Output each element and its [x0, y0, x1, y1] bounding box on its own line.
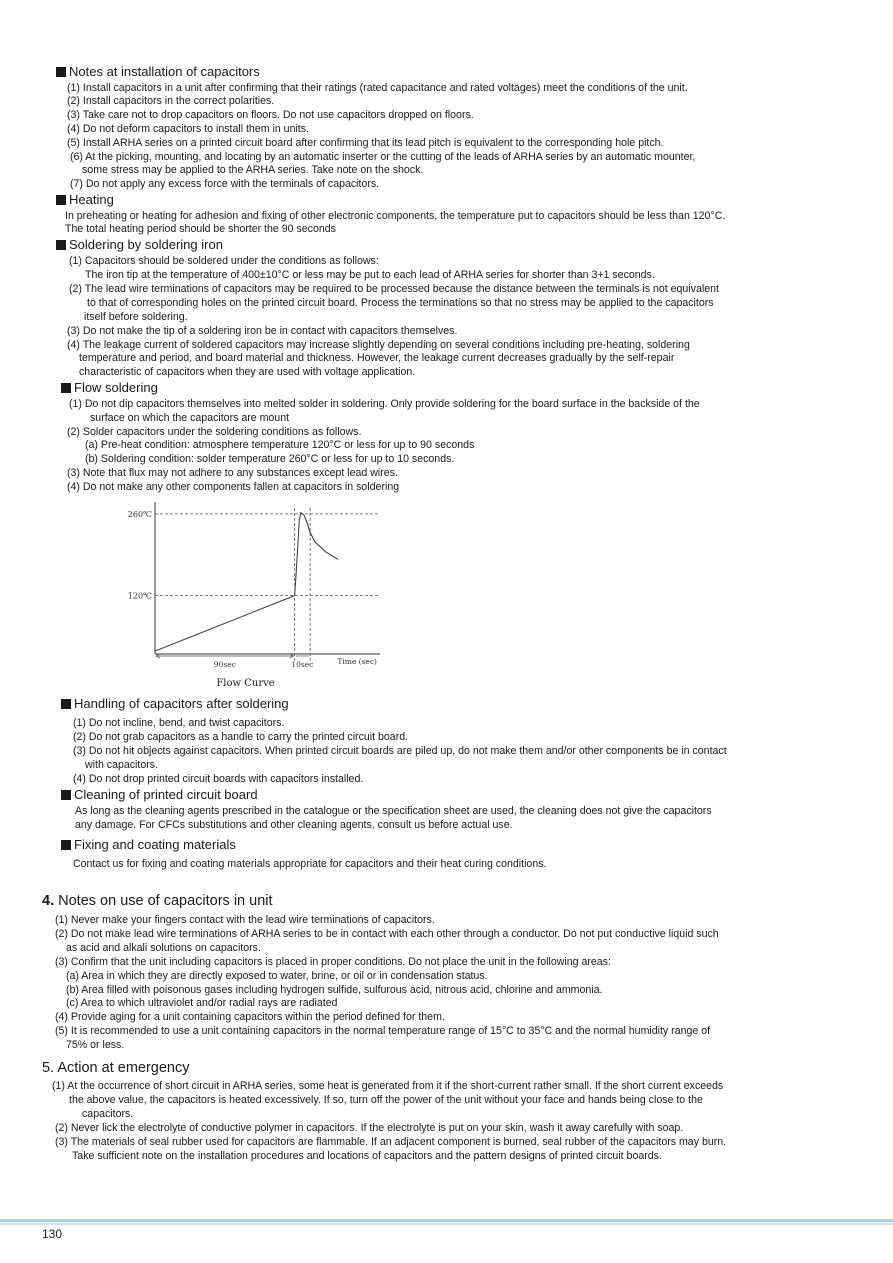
cleaning-line: As long as the cleaning agents prescribed in the catalogue or the specification sheet are used, the cleaning does not give the capacitors: [75, 805, 712, 817]
installation-line: (2) Install capacitors in the correct polarities.: [67, 95, 275, 107]
bullet-square-icon: [61, 383, 71, 393]
section-5-heading: 5. Action at emergency: [42, 1060, 190, 1076]
iron-line: The iron tip at the temperature of 400±10°C or less may be put to each lead of ARHA series for shorter than 3+1 seconds.: [85, 269, 655, 281]
section-4-heading: [42, 892, 273, 910]
iron-line: (2) The lead wire terminations of capacitors may be required to be processed because the distance between the terminals is not equivalent: [69, 283, 719, 295]
unit-line: (4) Provide aging for a unit containing capacitors within the period defined for them.: [55, 1011, 445, 1023]
installation-line: (1) Install capacitors in a unit after confirming that their ratings (rated capacitance and rated voltages) meet the conditions of the unit.: [67, 82, 688, 94]
bullet-square-icon: [56, 195, 66, 205]
section-4-title: Notes on use of capacitors in unit: [58, 893, 273, 909]
after-line: (2) Do not grab capacitors as a handle to carry the printed circuit board.: [73, 731, 409, 743]
after-heading: [61, 696, 289, 712]
iron-line: (4) The leakage current of soldered capacitors may increase slightly depending on several conditions including pre-heating, soldering: [67, 339, 690, 351]
unit-line: as acid and alkali solutions on capacitors.: [66, 942, 261, 954]
emergency-line: (1) At the occurrence of short circuit in ARHA series, some heat is generated from it if the short-current rather small. If the short current exceeds: [52, 1080, 724, 1092]
iron-line: characteristic of capacitors when they are used with voltage application.: [79, 366, 416, 378]
installation-line: (5) Install ARHA series on a printed circuit board after confirming that its lead pitch is equivalent to the corresponding hole pitch.: [67, 137, 664, 149]
cleaning-line: any damage. For CFCs substitutions and other cleaning agents, consult us before actual use.: [75, 819, 513, 831]
installation-title: Notes at installation of capacitors: [69, 64, 260, 79]
x-segment-label: 90sec: [213, 660, 236, 669]
iron-line: (1) Capacitors should be soldered under the conditions as follows:: [69, 255, 379, 267]
heating-line: In preheating or heating for adhesion and fixing of other electronic components, the temperature put to capacitors should be less than 120°C.: [65, 210, 726, 222]
heating-line: The total heating period should be shorter the 90 seconds: [65, 223, 336, 235]
installation-line: (3) Take care not to drop capacitors on floors. Do not use capacitors dropped on floors.: [67, 109, 474, 121]
unit-line: (1) Never make your fingers contact with the lead wire terminations of capacitors.: [55, 914, 435, 926]
page-number: 130: [42, 1227, 63, 1241]
emergency-line: the above value, the capacitors is heated excessively. If so, turn off the power of the unit without your face and hands being close to the: [69, 1094, 703, 1106]
after-line: with capacitors.: [85, 759, 159, 771]
flow-line: (2) Solder capacitors under the soldering conditions as follows.: [67, 426, 362, 438]
unit-line: (5) It is recommended to use a unit containing capacitors in the normal temperature range of 15°C to 35°C and the normal humidity range of: [55, 1025, 711, 1037]
after-title: Handling of capacitors after soldering: [74, 696, 289, 711]
after-line: (4) Do not drop printed circuit boards with capacitors installed.: [73, 773, 364, 785]
heating-title: Heating: [69, 192, 114, 207]
flow-line: surface on which the capacitors are mount: [90, 412, 290, 424]
unit-line: (3) Confirm that the unit including capacitors is placed in proper conditions. Do not place the unit in the following areas:: [55, 956, 611, 968]
bullet-square-icon: [56, 67, 66, 77]
iron-line: itself before soldering.: [84, 311, 188, 323]
emergency-line: Take sufficient note on the installation procedures and locations of capacitors and the pattern designs of printed circuit boards.: [72, 1150, 662, 1162]
iron-title: Soldering by soldering iron: [69, 237, 223, 252]
y-tick-label: 120℃: [127, 591, 152, 601]
x-axis-label: Time (sec): [337, 657, 377, 666]
unit-line: (b) Area filled with poisonous gases including hydrogen sulfide, sulfurous acid, nitrous acid, chlorine and ammonia.: [66, 984, 603, 996]
unit-line: (c) Area to which ultraviolet and/or radial rays are radiated: [66, 997, 338, 1009]
flow-curve-chart: [108, 500, 398, 692]
flow-curve-line: [155, 513, 338, 651]
flow-line: (a) Pre-heat condition: atmosphere temperature 120°C or less for up to 90 seconds: [85, 439, 475, 451]
emergency-line: capacitors.: [82, 1108, 134, 1120]
fixing-title: Fixing and coating materials: [74, 837, 236, 852]
unit-line: 75% or less.: [66, 1039, 125, 1051]
iron-line: to that of corresponding holes on the printed circuit board. Process the terminations so that no stress may be applied to the capacitors: [87, 297, 714, 309]
unit-line: (a) Area in which they are directly exposed to water, brine, or oil or in condensation status.: [66, 970, 488, 982]
iron-line: (3) Do not make the tip of a soldering iron be in contact with capacitors themselves.: [67, 325, 458, 337]
bullet-square-icon: [56, 240, 66, 250]
installation-heading: [56, 64, 260, 80]
heating-heading: [56, 192, 114, 208]
flow-line: (4) Do not make any other components fallen at capacitors in soldering: [67, 481, 400, 493]
bullet-square-icon: [61, 790, 71, 800]
section-4-number: 4.: [42, 893, 55, 909]
after-line: (3) Do not hit objects against capacitors. When printed circuit boards are piled up, do not make them and/or other components be in contact: [73, 745, 727, 757]
iron-heading: [56, 237, 223, 253]
fixing-line: Contact us for fixing and coating materials appropriate for capacitors and their heat curing conditions.: [73, 858, 547, 870]
flow-line: (3) Note that flux may not adhere to any substances except lead wires.: [67, 467, 398, 479]
fixing-heading: [61, 837, 236, 853]
flow-line: (1) Do not dip capacitors themselves into melted solder in soldering. Only provide soldering for the board surface in the backside of the: [69, 398, 700, 410]
chart-title: Flow Curve: [216, 678, 275, 689]
installation-line: (4) Do not deform capacitors to install them in units.: [67, 123, 309, 135]
unit-line: (2) Do not make lead wire terminations of ARHA series to be in contact with each other through a conductor. Do not put conductive liquid such: [55, 928, 719, 940]
footer-rule-light: [0, 1223, 893, 1225]
x-segment-label: 10sec: [291, 660, 314, 669]
installation-line: (7) Do not apply any excess force with the terminals of capacitors.: [70, 178, 380, 190]
bullet-square-icon: [61, 699, 71, 709]
cleaning-title: Cleaning of printed circuit board: [74, 787, 258, 802]
cleaning-heading: [61, 787, 258, 803]
flow-line: (b) Soldering condition: solder temperature 260°C or less for up to 10 seconds.: [85, 453, 455, 465]
y-tick-label: 260℃: [127, 509, 152, 519]
emergency-line: (3) The materials of seal rubber used for capacitors are flammable. If an adjacent component is burned, seal rubber of the capacitors may burn.: [55, 1136, 727, 1148]
installation-line: some stress may be applied to the ARHA series. Take note on the shock.: [82, 164, 424, 176]
iron-line: temperature and period, and board material and thickness. However, the leakage current decreases gradually by the self-repair: [79, 352, 675, 364]
flow-title: Flow soldering: [74, 380, 158, 395]
installation-line: (6) At the picking, mounting, and locating by an automatic inserter or the cutting of the leads of ARHA series by an automatic mounter,: [70, 151, 696, 163]
emergency-line: (2) Never lick the electrolyte of conductive polymer in capacitors. If the electrolyte is put on your skin, wash it away carefully with soap.: [55, 1122, 684, 1134]
bullet-square-icon: [61, 840, 71, 850]
after-line: (1) Do not incline, bend, and twist capacitors.: [73, 717, 285, 729]
flow-heading: [61, 380, 158, 396]
footer-rule: [0, 1219, 893, 1222]
